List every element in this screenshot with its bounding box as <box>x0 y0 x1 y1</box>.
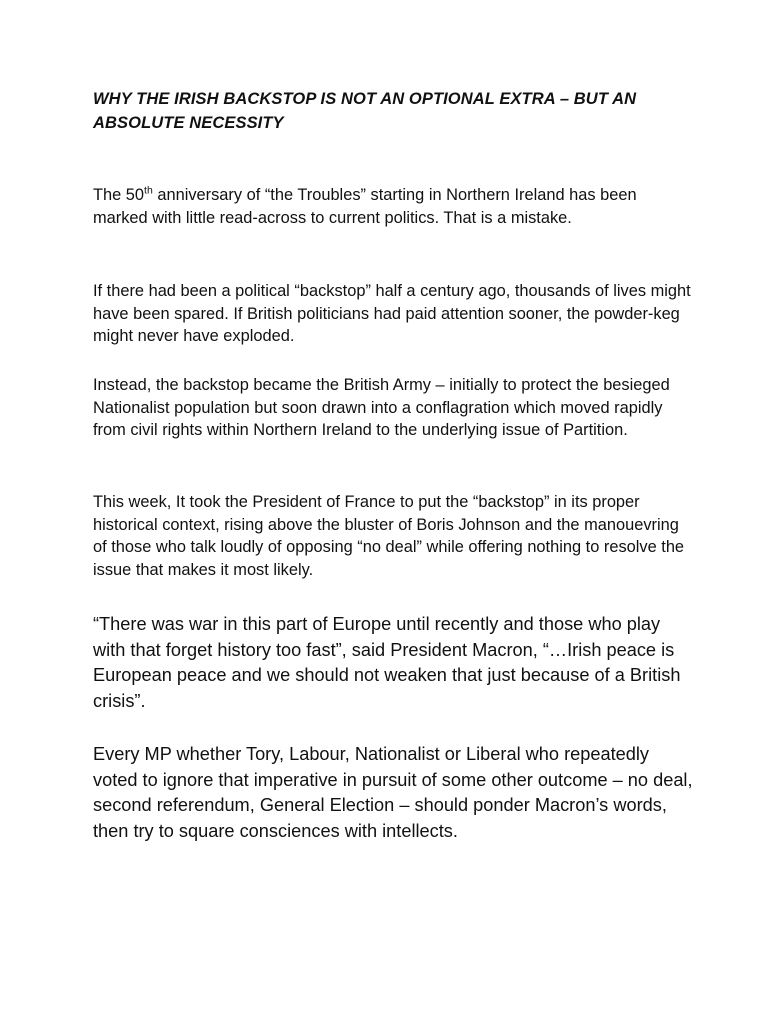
paragraph-anniversary <box>93 184 693 229</box>
paragraph-mp-conclusion: Every MP whether Tory, Labour, Nationalist or Liberal who repeatedly voted to ignore that imperative in pursuit of some other outcome – no deal, second referendum, General Election – should ponder Macron’s words, then try to square consciences with intellects. <box>93 744 693 841</box>
paragraph-macron-quote: “There was war in this part of Europe until recently and those who play with that forget history too fast”, said President Macron, “…Irish peace is European peace and we should not weaken that just because of a British crisis”. <box>93 614 681 711</box>
paragraph-british-army: Instead, the backstop became the British Army – initially to protect the besieged Nationalist population but soon drawn into a conflagration which moved rapidly from civil rights within Northern Ireland to the underlying issue of Partition. <box>93 376 670 440</box>
paragraph-anniversary-start: The 50 <box>93 186 145 204</box>
paragraph-president-france: This week, It took the President of France to put the “backstop” in its proper historical context, rising above the bluster of Boris Johnson and the manouevring of those who talk loudly of opposing “no deal” while offering nothing to resolve the issue that makes it most likely. <box>93 493 685 579</box>
paragraph-anniversary-rest: anniversary of “the Troubles” starting in Northern Ireland has been marked with little read-across to current politics. That is a mistake. <box>93 186 637 227</box>
ordinal-superscript: th <box>144 184 153 197</box>
document-title: WHY THE IRISH BACKSTOP IS NOT AN OPTIONAL EXTRA – BUT AN ABSOLUTE NECESSITY <box>93 90 637 132</box>
paragraph-backstop-history: If there had been a political “backstop” half a century ago, thousands of lives might have been spared. If British politicians had paid attention sooner, the powder-keg might never have exploded. <box>93 282 691 346</box>
